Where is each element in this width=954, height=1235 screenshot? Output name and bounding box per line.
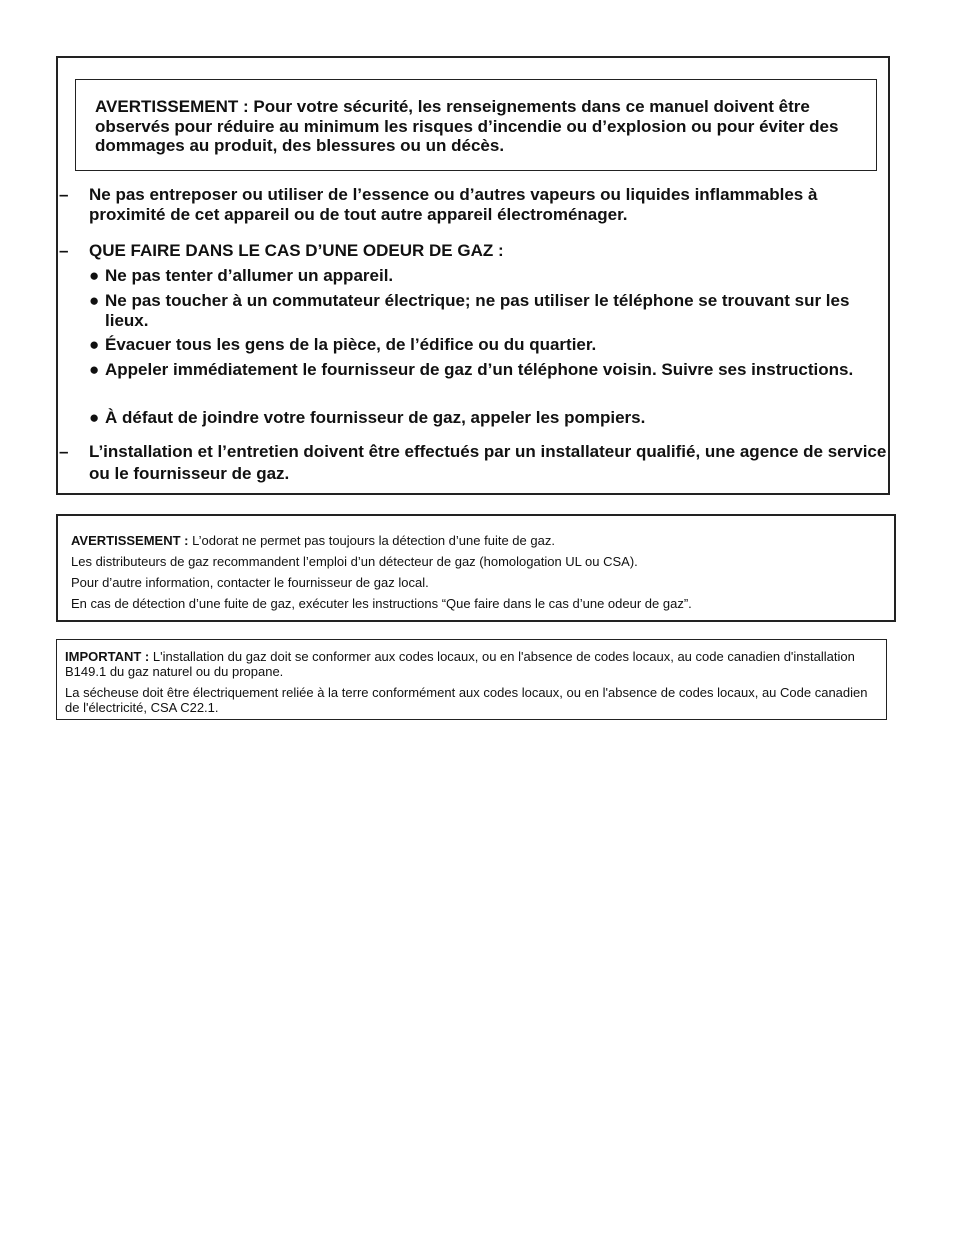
gas-odor-heading: [59, 241, 889, 261]
bullet-icon: ●: [89, 360, 100, 379]
important-paragraph-2: La sécheuse doit être électriquement reliée à la terre conformément aux codes locaux, ou en l'absence de codes locaux, au Code canadien de l'électricité, CSA C22.1.: [65, 685, 868, 715]
list-item-text: À défaut de joindre votre fournisseur de gaz, appeler les pompiers.: [105, 408, 646, 427]
important-label: IMPORTANT :: [65, 649, 150, 664]
dash-marker: –: [59, 185, 69, 204]
important-notice-box: [56, 639, 887, 720]
safety-warning-box: [56, 56, 890, 495]
bullet-icon: ●: [89, 408, 100, 427]
dash-marker: –: [59, 442, 69, 461]
list-item-text: Ne pas tenter d’allumer un appareil.: [105, 266, 394, 285]
list-item-text: Ne pas toucher à un commutateur électrique; ne pas utiliser le téléphone se trouvant sur les lieux.: [105, 291, 850, 330]
gas-warning-line: Les distributeurs de gaz recommandent l’emploi d’un détecteur de gaz (homologation UL ou CSA).: [71, 554, 638, 569]
list-item: [89, 266, 869, 286]
main-warning-box: [75, 79, 877, 171]
installation-instruction-text: L’installation et l’entretien doivent être effectués par un installateur qualifié, une agence de service ou le fournisseur de gaz.: [89, 442, 887, 483]
list-item-text: Appeler immédiatement le fournisseur de gaz d’un téléphone voisin. Suivre ses instructions.: [105, 360, 854, 379]
gasoline-instruction-text: Ne pas entreposer ou utiliser de l’essence ou d’autres vapeurs ou liquides inflammables à proximité de cet appareil ou de tout autre appareil électroménager.: [89, 185, 818, 224]
list-item: [89, 408, 869, 428]
gas-warning-line-text: L’odorat ne permet pas toujours la détection d’une fuite de gaz.: [192, 533, 555, 548]
installation-instruction: [59, 441, 889, 485]
dash-marker: –: [59, 241, 69, 260]
important-paragraph-1: [65, 649, 878, 679]
main-warning-text: AVERTISSEMENT : Pour votre sécurité, les renseignements dans ce manuel doivent être observés pour réduire au minimum les risques d’incendie ou d’explosion ou pour éviter des dommages au produit, des blessures ou un décès.: [95, 97, 839, 155]
gasoline-instruction: [59, 185, 889, 224]
bullet-icon: ●: [89, 291, 100, 310]
gas-warning-line: [71, 530, 881, 551]
gas-warning-line: En cas de détection d’une fuite de gaz, exécuter les instructions “Que faire dans le cas d’une odeur de gaz”.: [71, 596, 692, 611]
gas-detection-warning-box: [56, 514, 896, 622]
bullet-icon: ●: [89, 266, 100, 285]
gas-odor-heading-text: QUE FAIRE DANS LE CAS D’UNE ODEUR DE GAZ :: [89, 241, 504, 260]
bullet-icon: ●: [89, 335, 100, 354]
list-item: [89, 335, 869, 355]
list-item: [89, 291, 869, 330]
gas-warning-line: Pour d’autre information, contacter le fournisseur de gaz local.: [71, 575, 429, 590]
list-item: [89, 360, 869, 380]
gas-warning-label: AVERTISSEMENT :: [71, 533, 189, 548]
list-item-text: Évacuer tous les gens de la pièce, de l’édifice ou du quartier.: [105, 335, 597, 354]
important-text-1: L'installation du gaz doit se conformer aux codes locaux, ou en l'absence de codes locaux, au code canadien d'installation B149.1 du gaz naturel ou du propane.: [65, 649, 855, 679]
